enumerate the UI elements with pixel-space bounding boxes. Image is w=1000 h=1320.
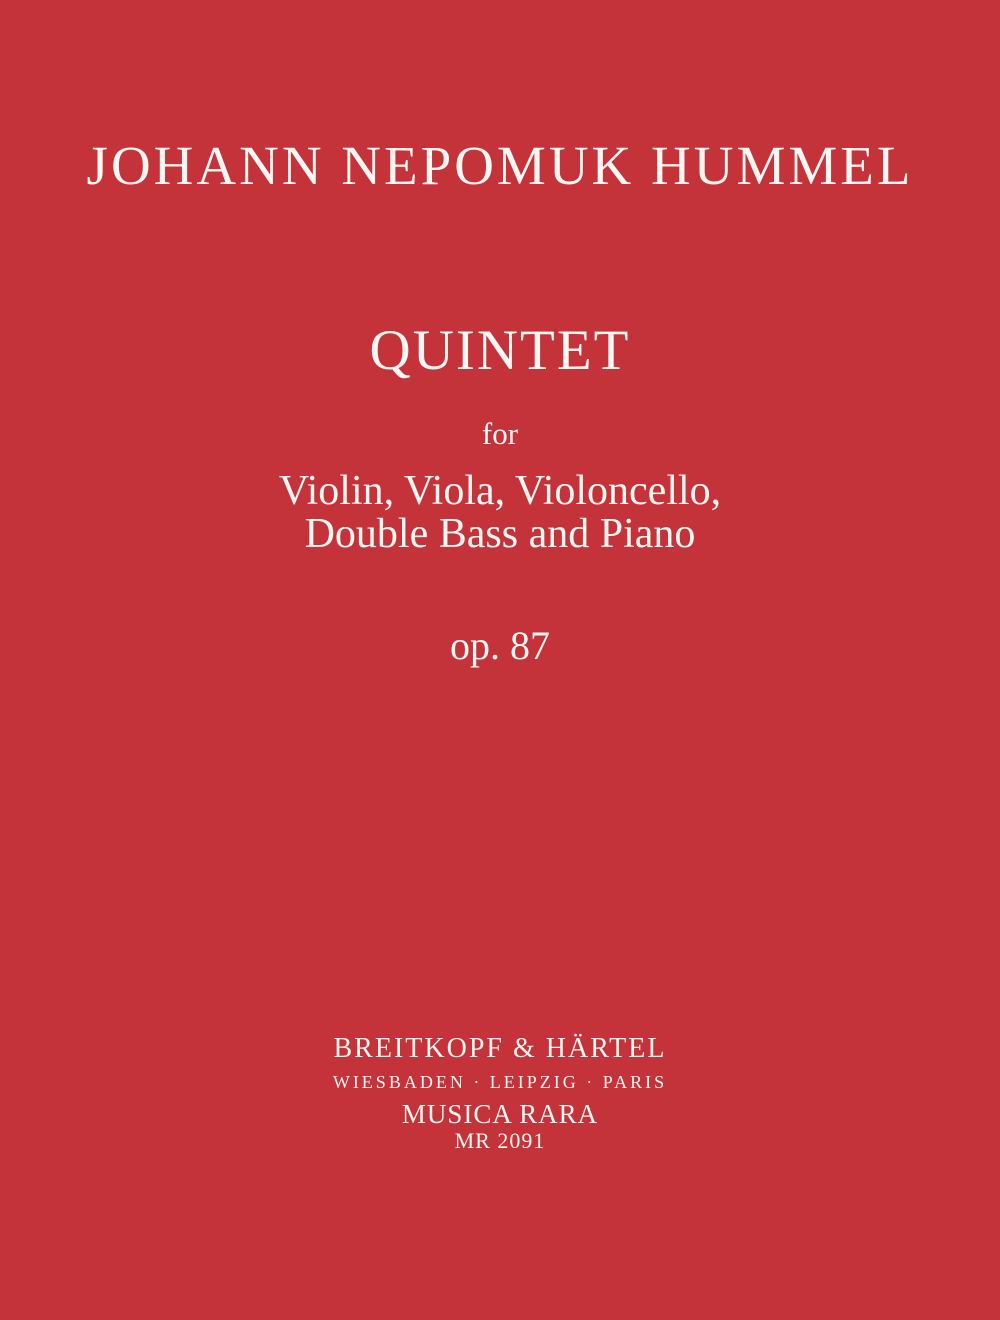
instrumentation-line-2: Double Bass and Piano [304,511,696,557]
work-title: QUINTET [369,319,631,382]
composer-name: JOHANN NEPOMUK HUMMEL [86,135,914,196]
imprint-name: MUSICA RARA [401,1099,599,1129]
catalog-number: MR 2091 [454,1128,546,1153]
subtitle-for: for [481,416,519,451]
opus-number: op. 87 [450,623,550,668]
publisher-cities: WIESBADEN · LEIPZIG · PARIS [332,1072,668,1092]
publisher-name: BREITKOPF & HÄRTEL [333,1033,667,1064]
instrumentation-line-1: Violin, Viola, Violoncello, [278,468,722,514]
